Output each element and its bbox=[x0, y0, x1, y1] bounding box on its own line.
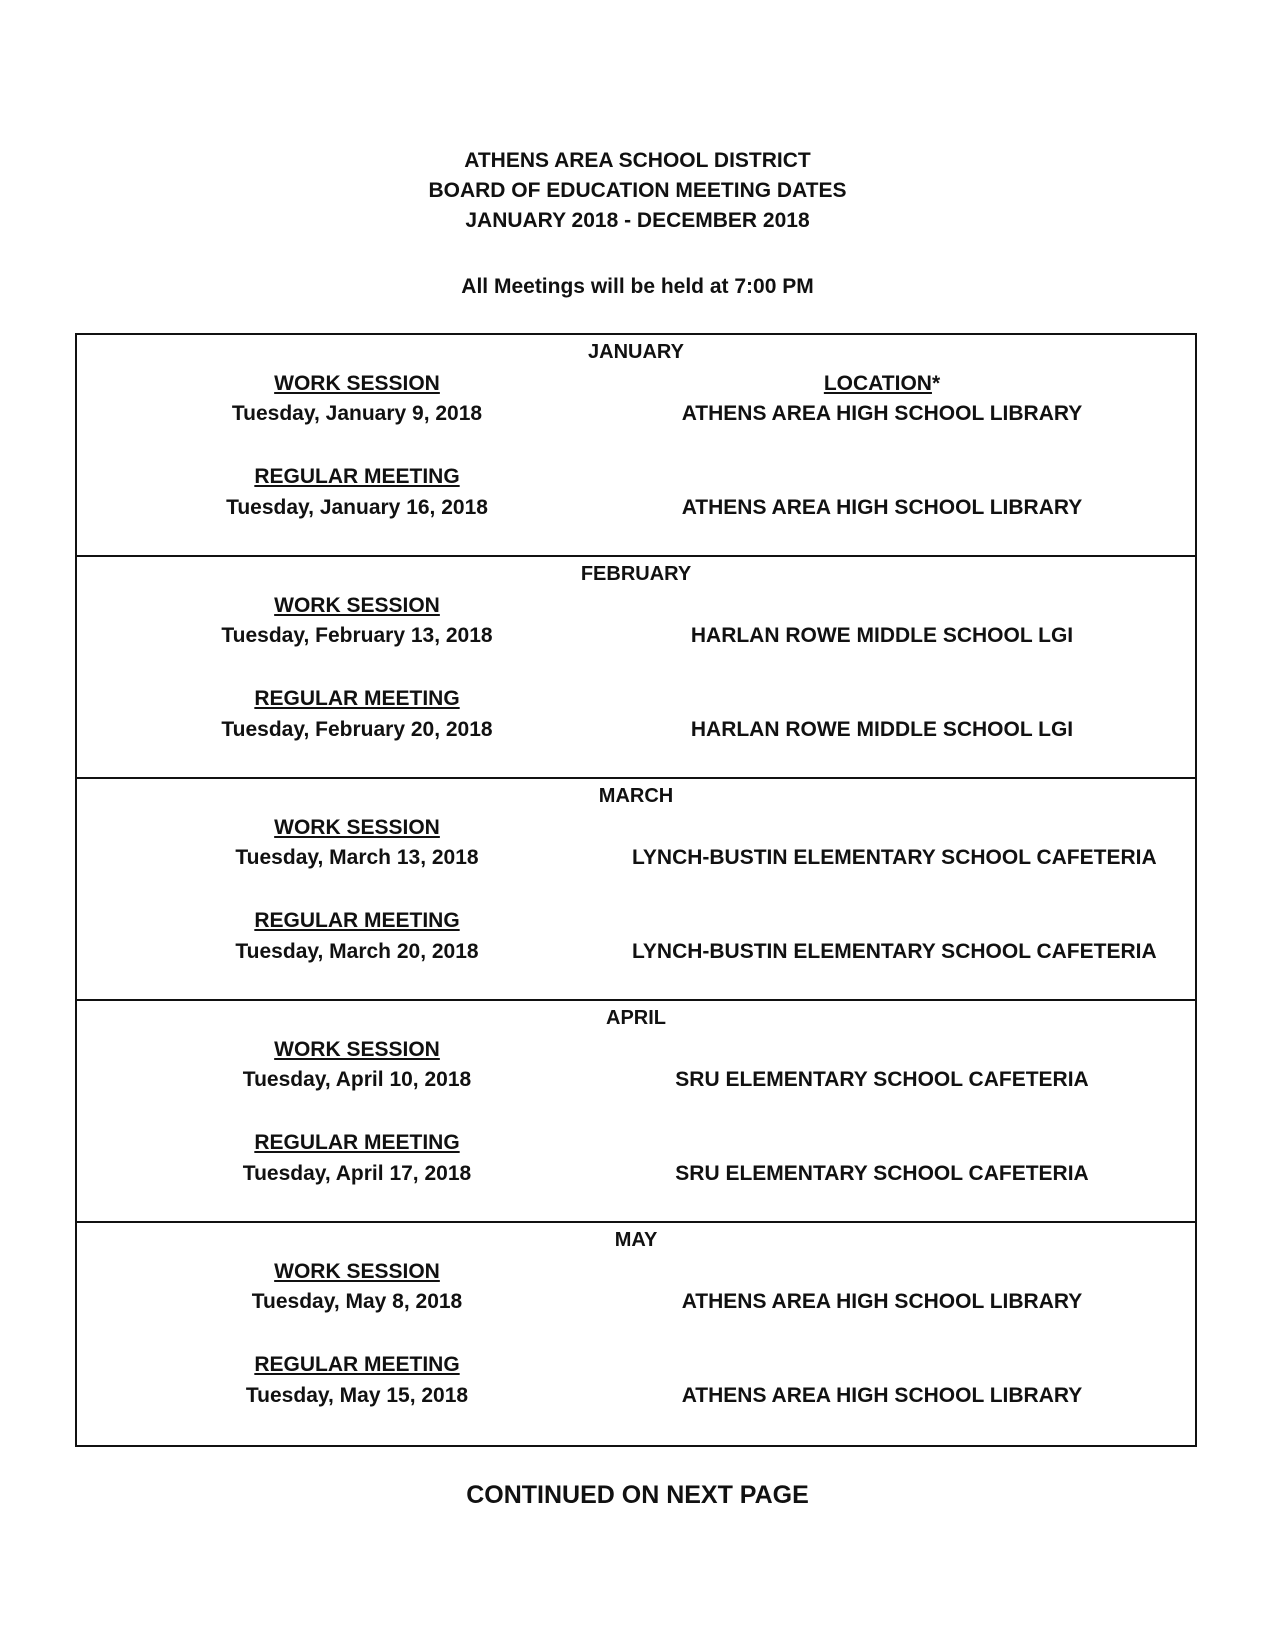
month-block-february bbox=[77, 557, 1195, 779]
district-name: ATHENS AREA SCHOOL DISTRICT bbox=[464, 149, 811, 172]
month-name: APRIL bbox=[606, 1007, 666, 1029]
month-name: FEBRUARY bbox=[580, 563, 692, 585]
work-session-date: Tuesday, April 10, 2018 bbox=[242, 1068, 472, 1091]
meeting-schedule-table bbox=[75, 333, 1197, 1447]
month-block-may bbox=[77, 1223, 1195, 1445]
month-name: MAY bbox=[614, 1229, 658, 1251]
regular-meeting-date: Tuesday, April 17, 2018 bbox=[242, 1162, 472, 1185]
month-block-april bbox=[77, 1001, 1195, 1223]
regular-meeting-location: HARLAN ROWE MIDDLE SCHOOL LGI bbox=[690, 718, 1074, 741]
work-session-date: Tuesday, May 8, 2018 bbox=[251, 1290, 463, 1313]
location-label: LOCATION bbox=[823, 372, 932, 395]
regular-meeting-date: Tuesday, January 16, 2018 bbox=[226, 496, 488, 519]
work-session-location: SRU ELEMENTARY SCHOOL CAFETERIA bbox=[675, 1068, 1089, 1091]
regular-meeting-label: REGULAR MEETING bbox=[254, 1131, 460, 1154]
work-session-label: WORK SESSION bbox=[274, 1260, 440, 1283]
board-title: BOARD OF EDUCATION MEETING DATES bbox=[428, 179, 847, 202]
regular-meeting-date: Tuesday, March 20, 2018 bbox=[235, 940, 479, 963]
work-session-date: Tuesday, March 13, 2018 bbox=[235, 846, 479, 869]
work-session-location: LYNCH-BUSTIN ELEMENTARY SCHOOL CAFETERIA bbox=[632, 846, 1157, 869]
regular-meeting-location: LYNCH-BUSTIN ELEMENTARY SCHOOL CAFETERIA bbox=[632, 940, 1157, 963]
regular-meeting-location: ATHENS AREA HIGH SCHOOL LIBRARY bbox=[681, 1384, 1083, 1407]
regular-meeting-label: REGULAR MEETING bbox=[254, 465, 460, 488]
regular-meeting-label: REGULAR MEETING bbox=[254, 687, 460, 710]
meeting-time-note: All Meetings will be held at 7:00 PM bbox=[461, 275, 814, 298]
work-session-location: ATHENS AREA HIGH SCHOOL LIBRARY bbox=[681, 1290, 1083, 1313]
regular-meeting-location: ATHENS AREA HIGH SCHOOL LIBRARY bbox=[681, 496, 1083, 519]
work-session-date: Tuesday, February 13, 2018 bbox=[221, 624, 493, 647]
document-title bbox=[0, 146, 1275, 236]
work-session-date: Tuesday, January 9, 2018 bbox=[231, 402, 483, 425]
date-range: JANUARY 2018 - DECEMBER 2018 bbox=[465, 209, 810, 232]
work-session-location: ATHENS AREA HIGH SCHOOL LIBRARY bbox=[681, 402, 1083, 425]
regular-meeting-label: REGULAR MEETING bbox=[254, 1353, 460, 1376]
work-session-label: WORK SESSION bbox=[274, 816, 440, 839]
location-header bbox=[632, 369, 1132, 399]
work-session-location: HARLAN ROWE MIDDLE SCHOOL LGI bbox=[690, 624, 1074, 647]
regular-meeting-date: Tuesday, February 20, 2018 bbox=[221, 718, 493, 741]
work-session-label: WORK SESSION bbox=[274, 372, 440, 395]
month-block-january bbox=[77, 335, 1195, 557]
month-name: JANUARY bbox=[588, 341, 684, 363]
regular-meeting-location: SRU ELEMENTARY SCHOOL CAFETERIA bbox=[675, 1162, 1089, 1185]
work-session-label: WORK SESSION bbox=[274, 1038, 440, 1061]
month-block-march bbox=[77, 779, 1195, 1001]
regular-meeting-label: REGULAR MEETING bbox=[254, 909, 460, 932]
work-session-label: WORK SESSION bbox=[274, 594, 440, 617]
regular-meeting-date: Tuesday, May 15, 2018 bbox=[245, 1384, 469, 1407]
month-name: MARCH bbox=[598, 785, 674, 807]
location-asterisk: * bbox=[931, 372, 941, 395]
continued-notice: CONTINUED ON NEXT PAGE bbox=[466, 1481, 809, 1509]
